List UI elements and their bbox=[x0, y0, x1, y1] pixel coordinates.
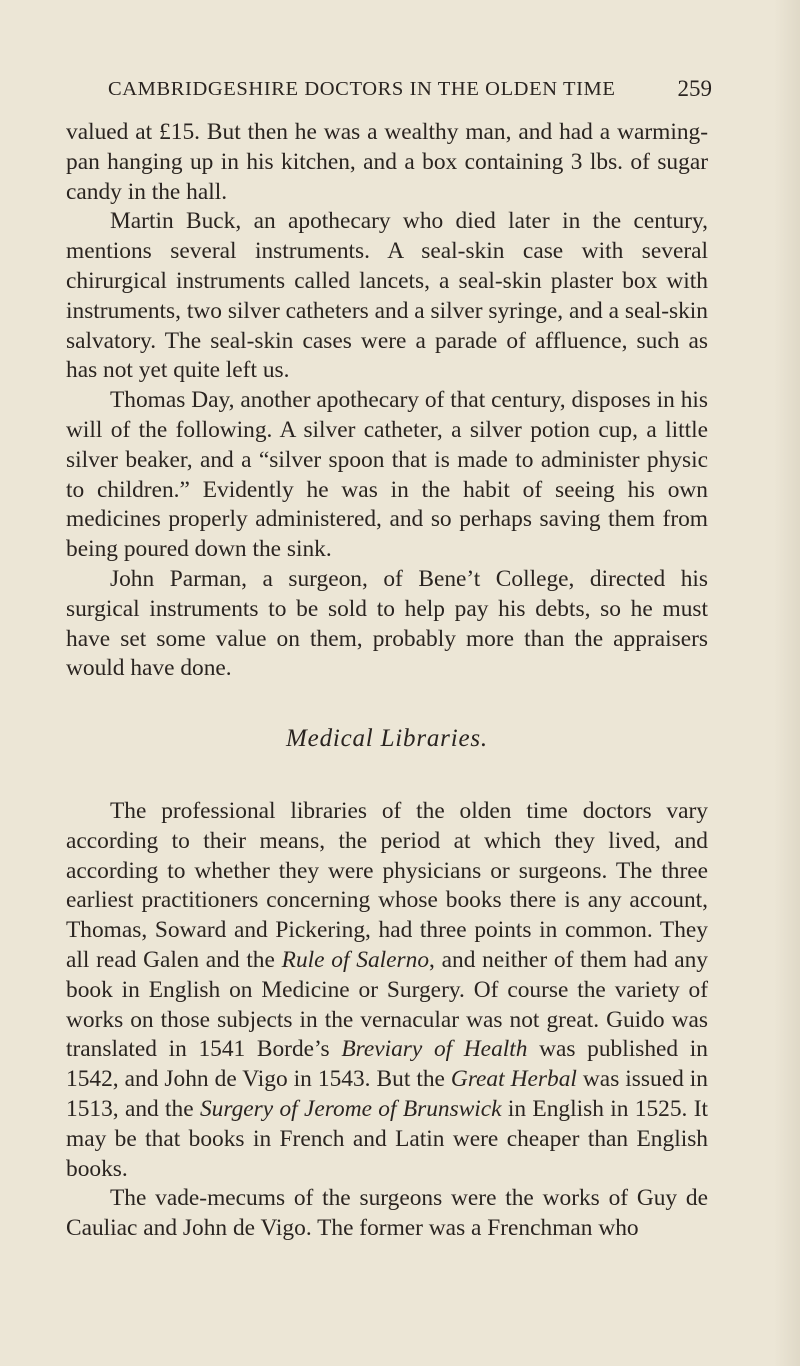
italic-title: Rule of Salerno bbox=[281, 946, 430, 973]
text-segment: was published in 1542, and John de Vigo in 1543. But the bbox=[66, 1036, 708, 1093]
page-header bbox=[108, 78, 712, 108]
paragraph-john-parman: John Parman, a surgeon, of Bene’t College, directed his surgical instruments to be sold to help pay his debts, so he must have set some value on them, probably more than the appraisers would have done. bbox=[66, 565, 708, 682]
paragraph-libraries bbox=[66, 797, 708, 1184]
text-segment: in English in 1525. It may be that books in French and Latin were cheaper than English books. bbox=[66, 1095, 708, 1182]
paragraph-martin-buck: Martin Buck, an apothecary who died later in the century, mentions several instruments. A seal-skin case with several chirurgical instruments called lancets, a seal-skin plaster box with instruments, two silver catheters and a silver syringe, and a seal-skin salvatory. The seal-skin cases were a parade of affluence, such as has not yet quite left us. bbox=[66, 208, 708, 384]
text-segment: , and neither of them had any book in English on Medicine or Surgery. Of course the variety of works on those subjects in the vernacular was not great. Guido was translated in 1541 Borde’s bbox=[66, 946, 708, 1063]
italic-title: Surgery of Jerome of Brunswick bbox=[199, 1095, 502, 1122]
body-text bbox=[66, 118, 708, 1244]
paragraph-thomas-day: Thomas Day, another apothecary of that century, disposes in his will of the following. A silver catheter, a silver potion cup, a little silver beaker, and a “silver spoon that is made to administer physic to children.” Evidently he was in the habit of seeing his own medicines properly administered, and so perhaps saving them from being poured down the sink. bbox=[66, 387, 708, 563]
running-title: CAMBRIDGESHIRE DOCTORS IN THE OLDEN TIME bbox=[108, 78, 616, 100]
page-number: 259 bbox=[677, 76, 712, 101]
italic-title: Breviary of Health bbox=[341, 1036, 528, 1063]
text-segment: The professional libraries of the olden time doctors vary according to their means, the period at which they lived, and according to whether they were physicians or surgeons. The three earliest practitioners concerning whose books there is any account, Thomas, Soward and Pickering, had three points in common. They all read Galen and the bbox=[66, 797, 708, 973]
page-edge-shadow bbox=[774, 0, 800, 1366]
text-segment: was issued in 1513, and the bbox=[66, 1066, 708, 1122]
italic-title: Great Herbal bbox=[450, 1066, 577, 1093]
section-heading: Medical Libraries. bbox=[286, 725, 488, 753]
paragraph-vade-mecums: The vade-mecums of the surgeons were the works of Guy de Cauliac and John de Vigo. The former was a Frenchman who bbox=[66, 1185, 708, 1242]
paragraph-valued: valued at £15. But then he was a wealthy man, and had a warming-pan hanging up in his kitchen, and a box containing 3 lbs. of sugar candy in the hall. bbox=[66, 119, 708, 205]
